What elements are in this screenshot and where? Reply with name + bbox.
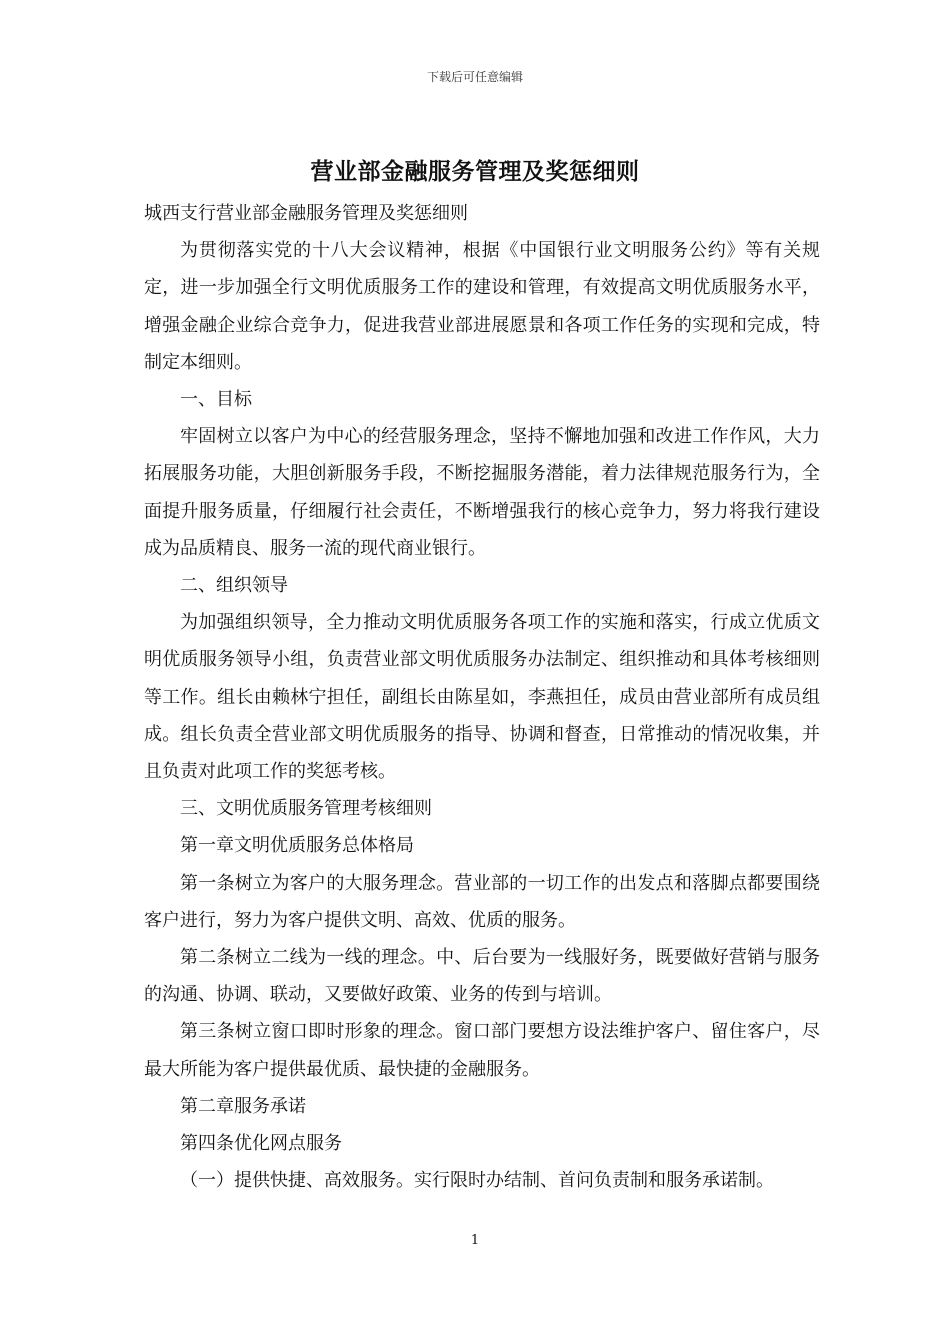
section-heading: 三、文明优质服务管理考核细则 [180, 798, 432, 820]
paragraph: 第一条树立为客户的大服务理念。营业部的一切工作的出发点和落脚点都要围绕客户进行，努力为客户提供文明、高效、优质的服务。 [144, 872, 820, 931]
page-number: 1 [470, 1233, 480, 1248]
chapter-heading: 第二章服务承诺 [180, 1095, 306, 1117]
paragraph: 牢固树立以客户为中心的经营服务理念，坚持不懈地加强和改进工作作风，大力拓展服务功能，大胆创新服务手段，不断挖掘服务潜能，着力法律规范服务行为，全面提升服务质量，仔细履行社会责任，不断增强我行的核心竞争力，努力将我行建设成为品质精良、服务一流的现代商业银行。 [144, 426, 820, 559]
document-title: 营业部金融服务管理及奖惩细则 [310, 158, 640, 185]
paragraph: 为加强组织领导，全力推动文明优质服务各项工作的实施和落实，行成立优质文明优质服务领导小组，负责营业部文明优质服务办法制定、组织推动和具体考核细则等工作。组长由赖林宁担任，副组长由陈星如，李燕担任，成员由营业部所有成员组成。组长负责全营业部文明优质服务的指导、协调和督查，日常推动的情况收集，并且负责对此项工作的奖惩考核。 [144, 612, 820, 783]
paragraph: 第二条树立二线为一线的理念。中、后台要为一线服好务，既要做好营销与服务的沟通、协调、联动，又要做好政策、业务的传到与培训。 [144, 947, 820, 1006]
article-heading: 第四条优化网点服务 [180, 1133, 342, 1155]
paragraph: （一）提供快捷、高效服务。实行限时办结制、首问负责制和服务承诺制。 [180, 1170, 774, 1192]
page-header: 下载后可任意编辑 [426, 70, 523, 84]
section-heading: 二、组织领导 [180, 575, 288, 597]
document-body [144, 195, 820, 1199]
section-heading: 一、目标 [180, 389, 252, 411]
paragraph: 城西支行营业部金融服务管理及奖惩细则 [144, 203, 468, 224]
chapter-heading: 第一章文明优质服务总体格局 [180, 835, 414, 857]
paragraph: 为贯彻落实党的十八大会议精神，根据《中国银行业文明服务公约》等有关规定，进一步加强全行文明优质服务工作的建设和管理，有效提高文明优质服务水平，增强金融企业综合竞争力，促进我营业部进展愿景和各项工作任务的实现和完成，特制定本细则。 [144, 240, 820, 373]
paragraph: 第三条树立窗口即时形象的理念。窗口部门要想方设法维护客户、留住客户，尽最大所能为客户提供最优质、最快捷的金融服务。 [144, 1021, 820, 1080]
